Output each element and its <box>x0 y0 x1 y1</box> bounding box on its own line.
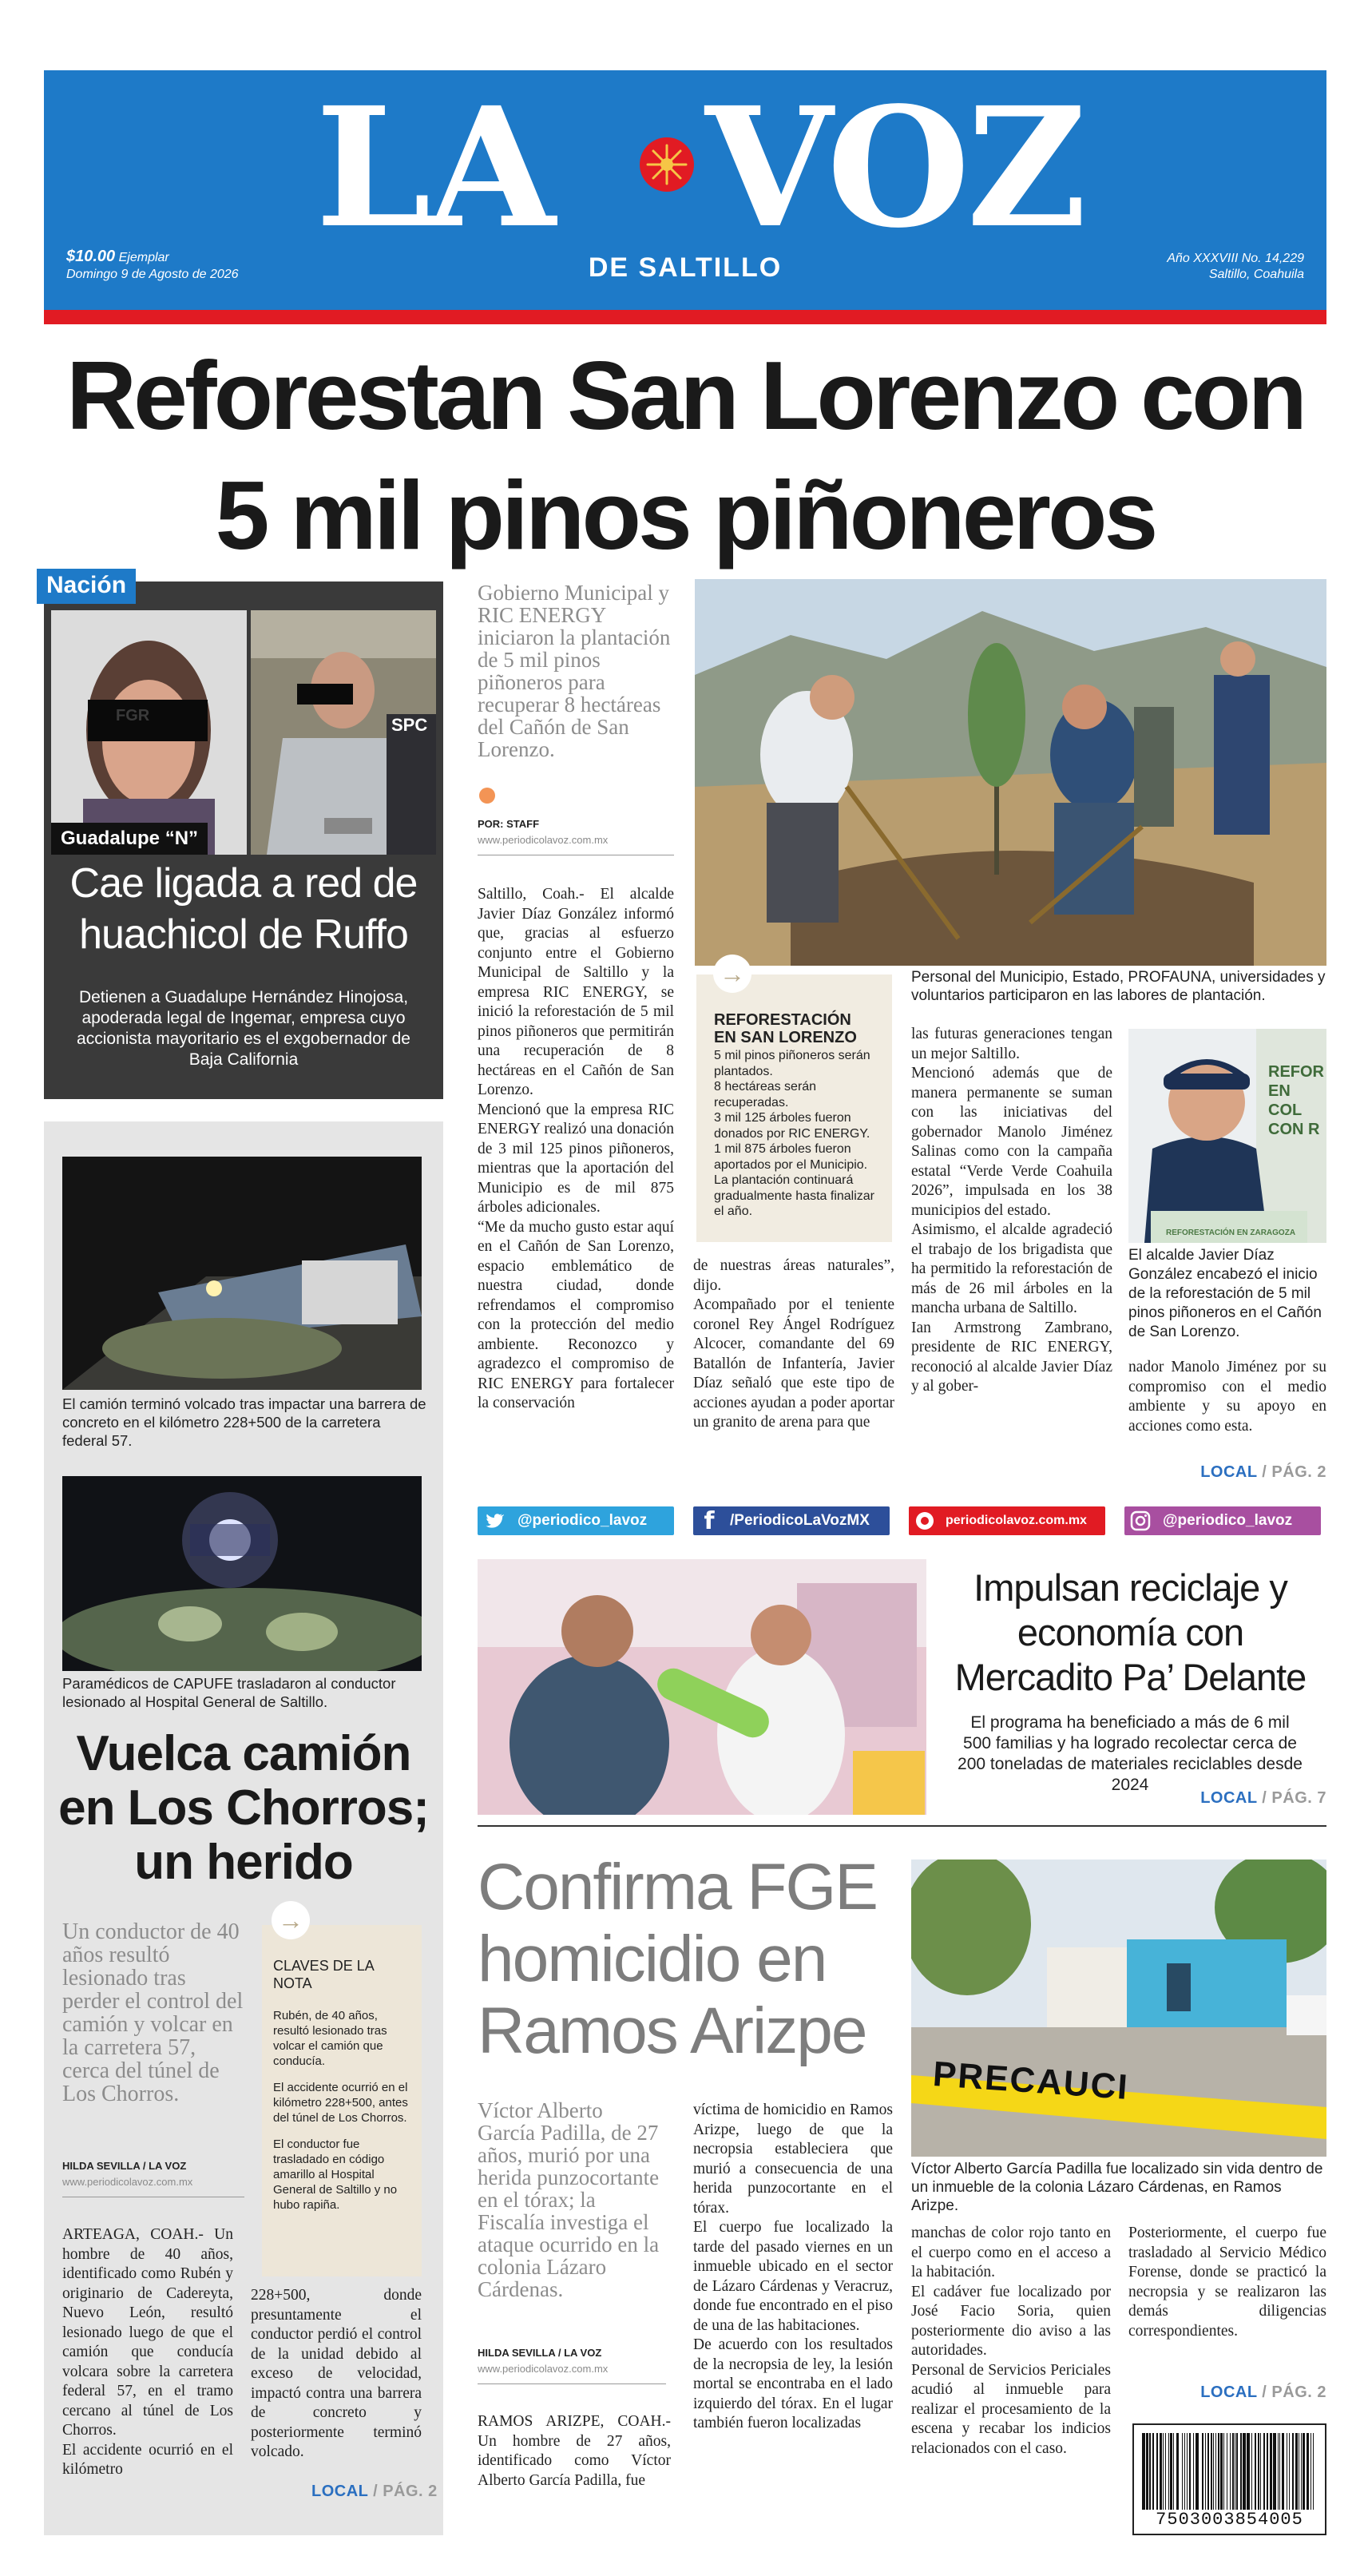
nacion-summary: Detienen a Guadalupe Hernández Hinojosa, apoderada legal de Ingemar, empresa cuyo accionista mayoritario es el exgobernador de Baja California <box>77 988 410 1069</box>
homicidio-photo-caption: Víctor Alberto García Padilla fue localizado sin vida dentro de un inmueble de la colonia Lázaro Cárdenas, en Ramos Arizpe. <box>911 2161 1323 2214</box>
social-twitter[interactable] <box>478 1506 674 1535</box>
main-col-2: de nuestras áreas naturales”, dijo. Acompañado por el teniente coronel Rey Ángel Rodríguez Alcocer, comandante del 69 Batallón de Infantería, Javier Díaz señaló que este tipo de acciones ayudan a poder aportar un granito de arena para que <box>693 1257 894 1431</box>
main-col-4: nador Manolo Jiménez por su compromiso con el medio ambiente y su apoyo en acciones como esta. <box>1128 1359 1326 1435</box>
chorros-photo-2 <box>62 1476 422 1671</box>
key-item: Rubén, de 40 años, resultó lesionado tras volcar el camión que conducía. <box>273 2009 387 2068</box>
facts-title: REFORESTACIÓN EN SAN LORENZO <box>714 1011 857 1046</box>
chorros-col-2: 228+500, donde presuntamente el conductor perdió el control de la unidad debido al exceso de velocidad, impactó contra una barrera de concreto y posteriormente terminó volcado. <box>251 2287 422 2460</box>
masthead-red-rule <box>44 310 1326 324</box>
main-photo <box>695 579 1326 966</box>
reciclaje-photo <box>478 1559 926 1815</box>
chorros-summary: Un conductor de 40 años resultó lesionado tras perder el control del camión y volcar en la carretera 57, cerca del túnel de Los Chorros. <box>62 1919 244 2106</box>
homicidio-tag <box>1200 2383 1326 2402</box>
logo-subtitle: DE SALTILLO <box>588 252 783 283</box>
barcode-number: 7503003854005 <box>1156 2510 1303 2530</box>
price-suffix: Ejemplar <box>118 251 169 264</box>
camera-icon <box>1124 1506 1156 1535</box>
blur-text: FGR <box>116 707 150 724</box>
tape-text: PRECAUCI <box>931 2054 1131 2108</box>
price-block <box>66 248 239 282</box>
fact-item: 1 mil 875 árboles fueron aportados por el Municipio. <box>714 1142 868 1172</box>
fact-item: 5 mil pinos piñoneros serán plantados. <box>714 1049 870 1078</box>
nacion-headline: Cae ligada a red de huachicol de Ruffo <box>69 860 418 958</box>
homicidio-url: www.periodicolavoz.com.mx <box>478 2363 609 2375</box>
chorros-credit: HILDA SEVILLA / LA VOZ <box>62 2160 187 2172</box>
chorros-photo-1 <box>62 1157 422 1390</box>
inset-sign-text: REFOR EN COL CON R <box>1268 1063 1324 1138</box>
social-facebook[interactable] <box>693 1506 890 1535</box>
facts-list <box>714 1048 882 1220</box>
key-item: El accidente ocurrió en el kilómetro 228+500, antes del túnel de Los Chorros. <box>273 2081 408 2125</box>
social-handle: @periodico_lavoz <box>1163 1512 1293 1529</box>
tag-page: / PÁG. 2 <box>1262 1463 1326 1481</box>
homicidio-col-2: víctima de homicidio en Ramos Arizpe, luego de que la necropsia estableciera que murió a consecuencia de una herida punzocortante en el tórax. El cuerpo fue localizado la tarde del pasado viernes en un inmueble ubicado en el sector de Lázaro Cárdenas y Veracruz, donde fue encontrado en el piso de una de las habitaciones. De acuerdo con los resultados de la necropsia de ley, la lesión mortal se encontraba en el lado izquierdo del tórax. En el lugar también fueron localizadas <box>693 2102 893 2431</box>
barcode-bars <box>1142 2433 1317 2510</box>
social-instagram[interactable] <box>1124 1506 1321 1535</box>
main-url: www.periodicolavoz.com.mx <box>478 834 609 846</box>
edition: Año XXXVIII No. 14,229 <box>1167 252 1304 265</box>
chorros-tag <box>311 2483 438 2501</box>
social-web[interactable] <box>909 1506 1105 1535</box>
homicidio-headline: Confirma FGE homicidio en Ramos Arizpe <box>478 1851 877 2067</box>
chorros-headline: Vuelca camión en Los Chorros; un herido <box>58 1726 429 1890</box>
tag-page: / PÁG. 2 <box>373 2483 438 2500</box>
reciclaje-summary: El programa ha beneficiado a más de 6 mil 500 familias y ha logrado recolectar cerca de 200 toneladas de materiales reciclables desde 2024 <box>958 1713 1303 1794</box>
nacion-label: Nación <box>37 569 136 604</box>
shirt-text: SPC <box>391 715 428 735</box>
chorros-url: www.periodicolavoz.com.mx <box>62 2176 193 2188</box>
main-credit: POR: STAFF <box>478 818 540 830</box>
tag-section: LOCAL <box>1200 2383 1258 2401</box>
tag-page: / PÁG. 7 <box>1262 1789 1326 1807</box>
homicidio-col-1: RAMOS ARIZPE, COAH.- Un hombre de 27 años, identificado como Víctor Alberto García Padilla, fue <box>478 2413 671 2489</box>
main-photo-caption: Personal del Municipio, Estado, PROFAUNA, universidades y voluntarios participaron en las labores de plantación. <box>911 969 1326 1004</box>
bird-icon <box>478 1506 510 1535</box>
price: $10.00 <box>66 248 116 265</box>
fact-item: 8 hectáreas serán recuperadas. <box>714 1080 817 1109</box>
chorros-col-1: ARTEAGA, COAH.- Un hombre de 40 años, identificado como Rubén y originario de Cadereyta, Nuevo León, resultó lesionado luego de que el camión que conducía volcara sobre la carretera federal 57, en el tramo cercano al túnel de Los Chorros. El accidente ocurrió en el kilómetro <box>62 2226 233 2478</box>
f-icon: f <box>704 1506 715 1535</box>
sun-icon <box>909 1506 941 1535</box>
social-handle: @periodico_lavoz <box>517 1512 648 1529</box>
main-headline: Reforestan San Lorenzo con 5 mil pinos piñoneros <box>65 341 1305 570</box>
tag-page: / PÁG. 2 <box>1262 2383 1326 2401</box>
social-handle: /PeriodicoLaVozMX <box>730 1512 870 1529</box>
city: Saltillo, Coahuila <box>1208 268 1304 281</box>
logo-right: VOZ <box>705 71 1084 264</box>
social-bar <box>478 1506 1326 1535</box>
fact-item: 3 mil 125 árboles fueron donados por RIC ENERGY. <box>714 1111 870 1141</box>
orange-dot <box>479 788 495 804</box>
divider <box>478 2383 666 2384</box>
chorros-caption-2: Paramédicos de CAPUFE trasladaron al conductor lesionado al Hospital General de Saltillo. <box>62 1675 396 1710</box>
homicidio-col-4: Posteriormente, el cuerpo fue trasladado al Servicio Médico Forense, donde se practicó la necropsia y se realizaron las demás diligencias correspondientes. <box>1128 2225 1326 2340</box>
main-col-3: las futuras generaciones tengan un mejor Saltillo. Mencionó además que de manera permanente se suman con las iniciativas del gobernador Manolo Jiménez Salinas como con la campaña estatal “Verde Verde Coahuila 2026”, impulsada en los 38 municipios del estado. Asimismo, el alcalde agradeció el trabajo de los brigadista que ha permitido la reforestación de más de 26 mil árboles en la mancha urbana de Saltillo. Ian Armstrong Zambrano, presidente de RIC ENERGY, reconoció al alcalde Javier Díaz y al gober- <box>911 1026 1112 1395</box>
logo <box>315 71 1084 264</box>
social-handle: periodicolavoz.com.mx <box>946 1514 1087 1527</box>
fact-item: La plantación continuará gradualmente hasta finalizar el año. <box>714 1173 875 1218</box>
inset-banner-text: REFORESTACIÓN EN ZARAGOZA <box>1166 1228 1296 1237</box>
tag-section: LOCAL <box>311 2483 369 2500</box>
photo-name-label: Guadalupe “N” <box>51 823 208 855</box>
homicidio-photo <box>911 1860 1326 2157</box>
reciclaje-tag <box>1200 1789 1326 1808</box>
homicidio-credit: HILDA SEVILLA / LA VOZ <box>478 2347 602 2359</box>
main-col-1: Saltillo, Coah.- El alcalde Javier Díaz González informó que, gracias al esfuerzo conjunto entre el Gobierno Municipal de Saltillo y la empresa RIC ENERGY, se inició la reforestación de 5 mil pinos piñoneros que permitirán una recuperación de 8 hectáreas en el Cañón de San Lorenzo. Mencionó que la empresa RIC ENERGY realizó una donación de 3 mil 125 pinos piñoneros, mientras que la aportación del Municipio es de mil 875 árboles adicionales. “Me da mucho gusto estar aquí en el Cañón de San Lorenzo, espacio emblemático de nuestra ciudad, donde refrendamos el compromiso con la protección del medio ambiente. Reconozco y agradezco el compromiso de RIC ENERGY para fortalecer la conservación <box>478 886 674 1411</box>
tag-section: LOCAL <box>1200 1463 1258 1481</box>
section-rule <box>478 1825 1326 1827</box>
barcode <box>1132 2423 1326 2535</box>
keys-title: CLAVES DE LA NOTA <box>273 1958 374 1991</box>
edition-block <box>1167 251 1304 283</box>
keys-list <box>273 2008 414 2213</box>
arrow-right-icon: → <box>272 1901 310 1939</box>
main-summary: Gobierno Municipal y RIC ENERGY iniciaron la plantación de 5 mil pinos piñoneros para recuperar 8 hectáreas del Cañón de San Lorenzo. <box>478 581 671 761</box>
reciclaje-headline: Impulsan reciclaje y economía con Mercadito Pa’ Delante <box>954 1566 1307 1698</box>
inset-caption: El alcalde Javier Díaz González encabezó el inicio de la reforestación de 5 mil pinos piñoneros en el Cañón de San Lorenzo. <box>1128 1247 1322 1340</box>
issue-date: Domingo 9 de Agosto de 2026 <box>66 268 239 281</box>
homicidio-col-3: manchas de color rojo tanto en el cuerpo como en el acceso a la habitación. El cadáver fue localizado por José Facio Soria, quien posteriormente dio aviso a las autoridades. Personal de Servicios Periciales acudió al inmueble para realizar el procesamiento de la escena y recabar los indicios relacionados con el caso. <box>911 2225 1111 2457</box>
chorros-caption-1: El camión terminó volcado tras impactar una barrera de concreto en el kilómetro 228+500 de la carretera federal 57. <box>62 1395 426 1449</box>
nacion-photo-woman <box>51 610 247 855</box>
logo-sun-icon <box>635 133 699 196</box>
main-story-tag <box>1200 1463 1326 1482</box>
tag-section: LOCAL <box>1200 1789 1258 1807</box>
logo-left: LA <box>315 71 553 264</box>
arrow-right-icon: → <box>713 955 751 993</box>
homicidio-summary: Víctor Alberto García Padilla, de 27 años, murió por una herida punzocortante en el tórax; la Fiscalía investiga el ataque ocurrido en la colonia Lázaro Cárdenas. <box>478 2098 660 2301</box>
masthead <box>44 70 1326 310</box>
key-item: El conductor fue trasladado en código amarillo al Hospital General de Saltillo y no hubo rapiña. <box>273 2137 398 2212</box>
